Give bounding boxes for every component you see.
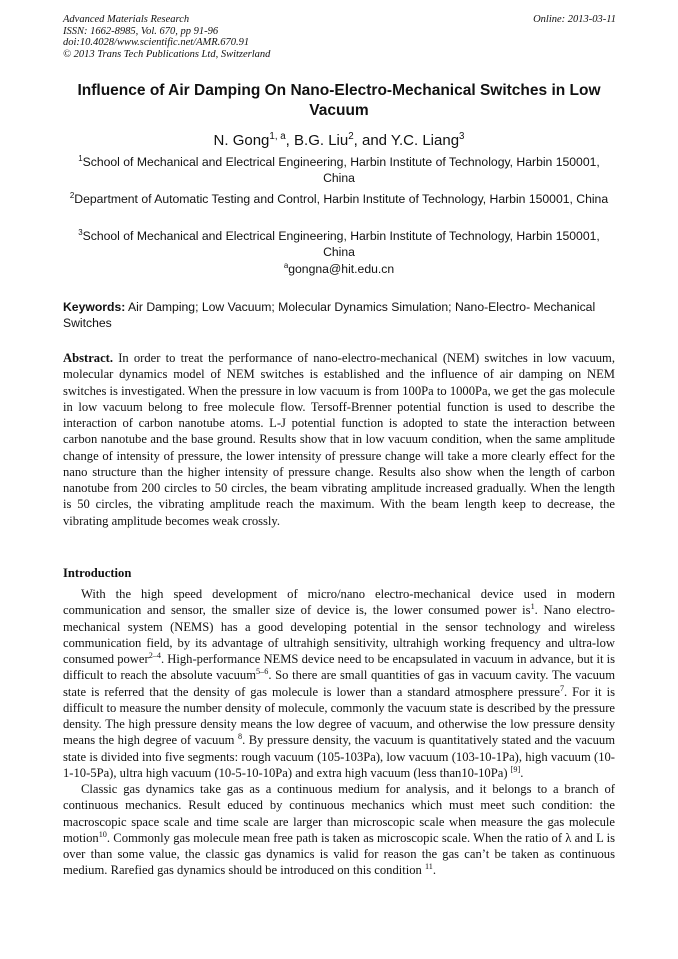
text-run: . So there are small quantities of gas in vacuum cavity. The vacuum state is referred that the density of gas molecule is lower than a standard atmosphere pressure xyxy=(63,668,615,699)
citation: 1 xyxy=(530,602,535,612)
affiliation-3 xyxy=(63,229,615,260)
keywords-text: Air Damping; Low Vacuum; Molecular Dynamics Simulation; Nano-Electro- Mechanical Switches xyxy=(63,300,596,330)
author-list xyxy=(63,131,615,151)
author-affiliation-marker: 3 xyxy=(459,131,465,142)
journal-issn: ISSN: 1662-8985, Vol. 670, pp 91-96 xyxy=(63,25,219,37)
author-separator: , and xyxy=(353,132,391,149)
introduction-body xyxy=(63,586,615,879)
email-address: gongna@hit.edu.cn xyxy=(288,262,395,276)
journal-doi: doi:10.4028/www.scientific.net/AMR.670.91 xyxy=(63,37,250,49)
citation: 5–6 xyxy=(256,667,269,677)
text-run: . By pressure density, the vacuum is quantitatively stated and the vacuum state is divided into five segments: rough vacuum (105-103Pa), low vacuum (103-10-1Pa), high vacuum (10-1-10-5Pa), ultra high vacuum (10-5-10-10Pa) and extra high vacuum (less than10-10Pa) xyxy=(63,733,616,780)
affiliation-number: 1 xyxy=(78,153,83,163)
citation: 2–4 xyxy=(148,650,161,660)
text-run: . Commonly gas molecule mean free path is taken as microscopic scale. When the ratio of λ and L is over than some value, the classic gas dynamics is valid for reason the gas can’t be taken as continuous medium. Rarefied gas dynamics should be introduced on this condition xyxy=(63,830,615,878)
citation: 11 xyxy=(425,862,433,872)
abstract-label: Abstract. xyxy=(63,351,114,365)
affiliation-number: 2 xyxy=(69,190,75,200)
paper-title: Influence of Air Damping On Nano-Electro-Mechanical Switches in Low Vacuum xyxy=(77,82,601,119)
affiliation-number: 3 xyxy=(78,227,83,237)
affiliation-1 xyxy=(63,155,615,186)
affiliation-text: School of Mechanical and Electrical Engineering, Harbin Institute of Technology, Harbin 150001, China xyxy=(82,229,600,259)
author-affiliation-marker: 2 xyxy=(348,131,354,142)
text-run: . xyxy=(432,863,437,878)
section-heading-introduction: Introduction xyxy=(63,566,132,580)
abstract-text: In order to treat the performance of nano-electro-mechanical (NEM) switches in low vacuum, molecular dynamics model of NEM switches is established and the influence of air damping on NEM switches is investigated. When the pressure in low vacuum is from 100Pa to 1000Pa, we get the gas molecule in low vacuum belong to free molecule flow. Tersoff-Brenner potential function is used to describe the interaction of carbon nanotube atoms. L-J potential function is adopted to state the interaction between carbon nanotube and the base ground. Results show that in low vacuum condition, when the same amplitude change of intensity of pressure, the lower intensity of pressure change will take a more clearly effect for the nano structure than the higher intensity of pressure change. Results also show when the length of carbon nanotube from 200 circles to 50 circles, the beam vibrating amplitude increased gradually. When the length is 50 circles, the vibrating amplitude reach the maximum. With the beam length keep to decrease, the vibrating amplitude becomes weak crossly. xyxy=(63,351,615,528)
online-date: Online: 2013-03-11 xyxy=(533,14,616,25)
author-name: N. Gong xyxy=(213,132,270,149)
text-run: . xyxy=(520,765,524,780)
citation: 10 xyxy=(98,829,107,839)
author-name: Y.C. Liang xyxy=(390,132,460,149)
text-run: . Nano electro-mechanical system (NEMS) has a good developing potential in the sensor technology and wireless communication field, by its advantage of ultrahigh sensitivity, ultrahigh working frequency and ultra-low consumed power xyxy=(63,603,615,666)
affiliation-text: School of Mechanical and Electrical Engineering, Harbin Institute of Technology, Harbin 150001, China xyxy=(82,155,600,185)
journal-header xyxy=(63,14,270,60)
keywords xyxy=(63,300,615,331)
paragraph xyxy=(63,781,615,879)
citation: 7 xyxy=(559,683,565,693)
author-affiliation-marker: 1, a xyxy=(269,131,286,142)
author-separator: , xyxy=(285,132,295,149)
text-run: Classic gas dynamics take gas as a continuous medium for analysis, and it belongs to a branch of continuous mechanics. Result educed by continuous mechanics which must meet such condition: the macroscopic space scale and time scale are larger than microscopic scale when measure the gas molecule motion xyxy=(63,782,615,845)
citation: 8 xyxy=(237,732,243,742)
journal-copyright: © 2013 Trans Tech Publications Ltd, Switzerland xyxy=(63,48,271,60)
text-run: . For it is difficult to measure the number density of molecule, commonly the vacuum state is described by the pressure density. The high pressure density means the low degree of vacuum, and otherwise the low pressure density means the high degree of vacuum xyxy=(63,684,615,748)
affiliation-2 xyxy=(63,192,615,208)
text-run: With the high speed development of micro/nano electro-mechanical device used in modern communication and sensor, the smaller size of device is, the lower consumed power is xyxy=(63,587,615,618)
abstract xyxy=(63,350,615,529)
email-marker: a xyxy=(283,260,289,270)
affiliation-text: Department of Automatic Testing and Control, Harbin Institute of Technology, Harbin 150001, China xyxy=(74,192,609,206)
keywords-label: Keywords: xyxy=(63,300,126,314)
citation: [9] xyxy=(510,764,521,774)
journal-name: Advanced Materials Research xyxy=(63,14,190,25)
author-name: B.G. Liu xyxy=(294,132,349,149)
text-run: . High-performance NEMS device need to be encapsulated in vacuum in advance, but it is difficult to reach the absolute vacuum xyxy=(63,652,615,683)
paragraph xyxy=(63,586,615,781)
author-email xyxy=(63,262,615,277)
